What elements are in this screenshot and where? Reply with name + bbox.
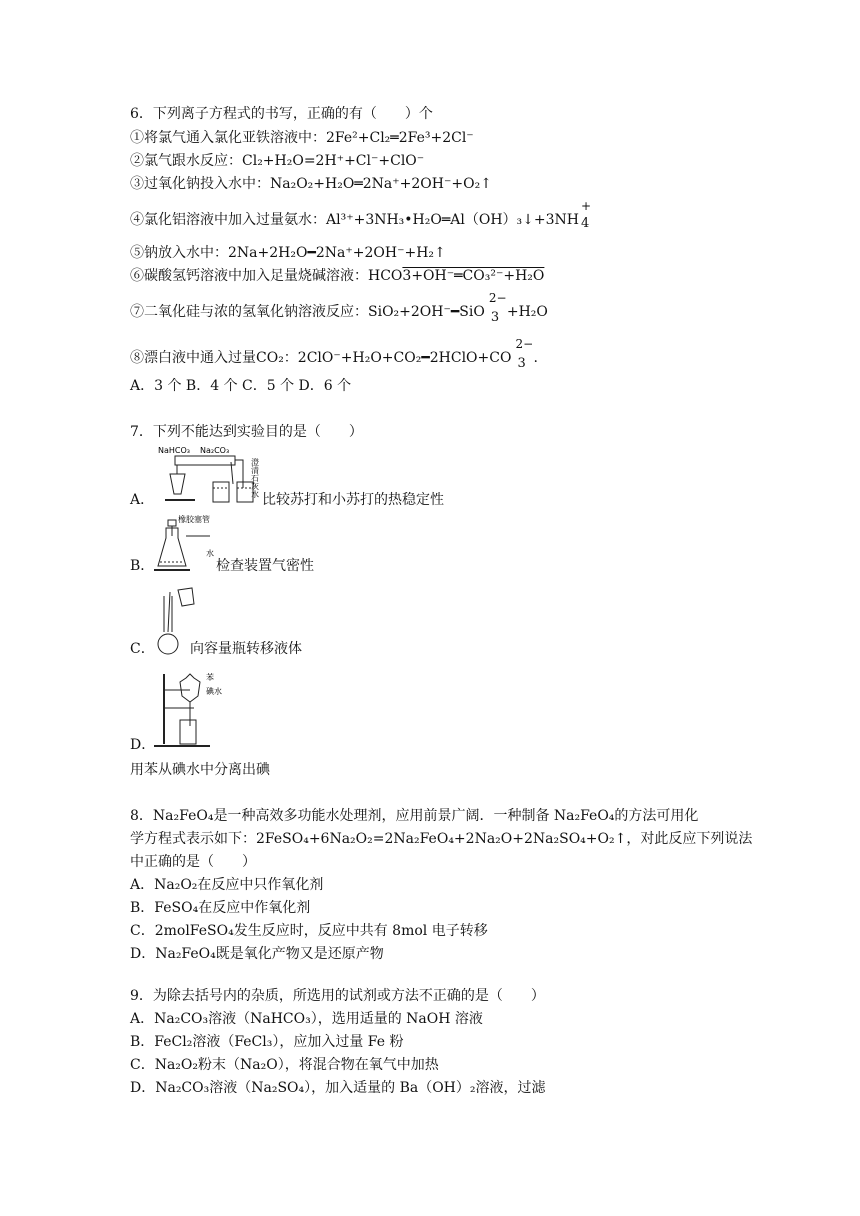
q9-option-b: B．FeCl₂溶液（FeCl₃），应加入过量 Fe 粉 (130, 1034, 404, 1050)
q6-item-6: ⑥碳酸氢钙溶液中加入足量烧碱溶液：HCO (130, 268, 403, 284)
q6-stem: 6．下列离子方程式的书写，正确的有（ ）个 (130, 106, 433, 122)
label-na2co3: Na₂CO₃ (200, 446, 230, 455)
q6-item-8-row (130, 337, 538, 371)
q6-item-7: ⑦二氧化硅与浓的氢氧化钠溶液反应：SiO₂+2OH⁻━SiO (130, 304, 485, 320)
q6-item-4: ④氯化铝溶液中加入过量氨水：Al³⁺+3NH₃•H₂O═Al（OH）₃↓+3NH (130, 212, 579, 228)
q8-stem-line-3: 中正确的是（ ） (130, 854, 256, 870)
q6-item-7-ion: 2− 3 (488, 291, 507, 325)
q6-item-6-tail: 3+OH⁻═CO₃²⁻+H₂O (402, 268, 545, 284)
q7-option-c-text: 向容量瓶转移液体 (190, 641, 302, 657)
q6-item-7-row (130, 291, 548, 325)
q9-stem: 9．为除去括号内的杂质，所选用的试剂或方法不正确的是（ ） (130, 988, 545, 1004)
q9-option-a: A．Na₂CO₃溶液（NaHCO₃），选用适量的 NaOH 溶液 (130, 1011, 483, 1027)
q6-options: A．3 个 B．4 个 C．5 个 D．6 个 (130, 378, 352, 394)
q8-option-a: A．Na₂O₂在反应中只作氧化剂 (130, 877, 324, 893)
label-iodine-water: 碘水 (206, 687, 222, 696)
label-limewater: 澄清石灰水 (250, 458, 260, 498)
q7-option-b-label: B． (130, 558, 155, 574)
q6-item-5: ⑤钠放入水中：2Na+2H₂O━2Na⁺+2OH⁻+H₂↑ (130, 245, 446, 261)
label-rubber-tube: 橡胶塞管 (178, 515, 210, 524)
q6-item-4-row (130, 199, 592, 231)
q6-item-7-tail: +H₂O (506, 304, 548, 320)
q8-stem-line-2: 学方程式表示如下：2FeSO₄+6Na₂O₂=2Na₂FeO₄+2Na₂O+2Na₂SO₄+O₂↑，对此反应下列说法 (130, 831, 753, 847)
q6-item-6-row (130, 266, 544, 286)
q8-stem-line-1: 8．Na₂FeO₄是一种高效多功能水处理剂，应用前景广阔．一种制备 Na₂FeO₄的方法可用化 (130, 808, 699, 824)
q6-item-4-ion-charge: + 4 (581, 199, 592, 231)
q9-option-d: D．Na₂CO₃溶液（Na₂SO₄），加入适量的 Ba（OH）₂溶液，过滤 (130, 1080, 546, 1096)
q7-stem: 7．下列不能达到实验目的是（ ） (130, 424, 363, 440)
label-benzene: 苯 (206, 673, 214, 682)
q8-option-c: C．2molFeSO₄发生反应时，反应中共有 8mol 电子转移 (130, 923, 488, 939)
q7-option-b-text: 检查装置气密性 (216, 558, 314, 574)
q8-option-d: D．Na₂FeO₄既是氧化产物又是还原产物 (130, 946, 384, 962)
q7-option-d-label: D． (130, 737, 156, 753)
q7-option-c-label: C． (130, 641, 155, 657)
q6-item-8: ⑧漂白液中通入过量CO₂：2ClO⁻+H₂O+CO₂━2HClO+CO (130, 350, 512, 366)
q8-option-b: B．FeSO₄在反应中作氧化剂 (130, 900, 311, 916)
q9-option-c: C．Na₂O₂粉末（Na₂O），将混合物在氧气中加热 (130, 1057, 439, 1073)
q7-figure-a (155, 444, 265, 510)
q7-option-d-text: 用苯从碘水中分离出碘 (130, 762, 270, 778)
q7-option-a-label: A． (130, 492, 155, 508)
q6-item-2: ②氯气跟水反应：Cl₂+H₂O=2H⁺+Cl⁻+ClO⁻ (130, 153, 425, 169)
label-water: 水 (206, 549, 214, 558)
q6-item-1: ①将氯气通入氯化亚铁溶液中：2Fe²+Cl₂═2Fe³+2Cl⁻ (130, 130, 474, 146)
label-nahco3: NaHCO₃ (158, 446, 190, 455)
q7-figure-d (150, 668, 240, 750)
q6-item-8-tail: . (533, 350, 538, 366)
q6-item-8-ion: 2− 3 (515, 337, 534, 371)
q6-item-3: ③过氧化钠投入水中：Na₂O₂+H₂O═2Na⁺+2OH⁻+O₂↑ (130, 176, 492, 192)
q7-option-a-text: 比较苏打和小苏打的热稳定性 (262, 492, 444, 508)
